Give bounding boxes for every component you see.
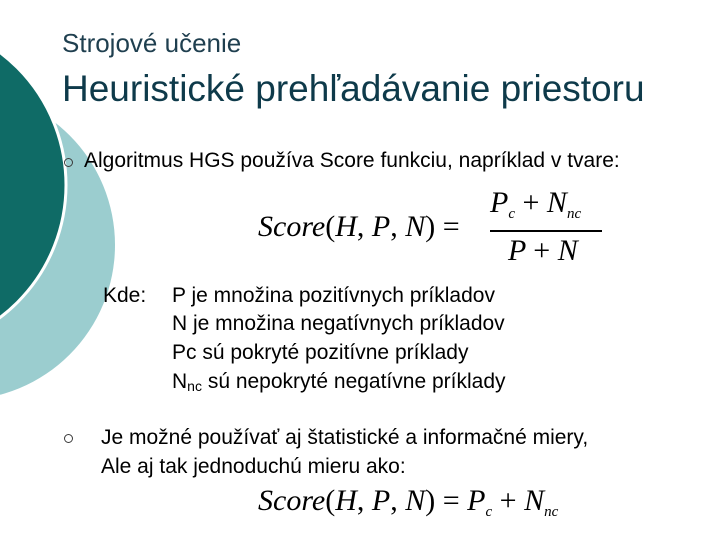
formula1-denominator: P + N: [508, 234, 578, 267]
definition-p: P je množina pozitívnych príkladov: [172, 284, 495, 307]
nnc-symbol: N: [172, 370, 188, 393]
definition-pc: Pc sú pokryté pozitívne príklady: [172, 341, 469, 364]
definition-nnc: [172, 370, 506, 394]
bullet-icon: [64, 158, 73, 167]
formula1-numerator: $P_c + N_{nc}$: [490, 186, 582, 222]
score-formula-simple: Score(H, P, $N) = P_c + N_{nc}$: [258, 484, 559, 520]
closing-line-1: Je možné používať aj štatistické a informačné miery,: [101, 426, 589, 449]
nnc-subscript: nc: [187, 378, 202, 394]
closing-line-2: Ale aj tak jednoduchú mieru ako:: [101, 455, 406, 478]
slide-title: Heuristické prehľadávanie priestoru: [62, 68, 645, 109]
definition-n: N je množina negatívnych príkladov: [172, 312, 505, 335]
formula1-lhs: Score(H, P, N) =: [258, 210, 460, 243]
nnc-text: sú nepokryté negatívne príklady: [207, 370, 506, 393]
slide-subtitle: Strojové učenie: [62, 28, 242, 58]
where-label: Kde:: [103, 284, 147, 307]
fraction-bar: [490, 230, 602, 232]
intro-text: Algoritmus HGS používa Score funkciu, napríklad v tvare:: [84, 149, 620, 172]
bullet-icon: [64, 434, 73, 443]
